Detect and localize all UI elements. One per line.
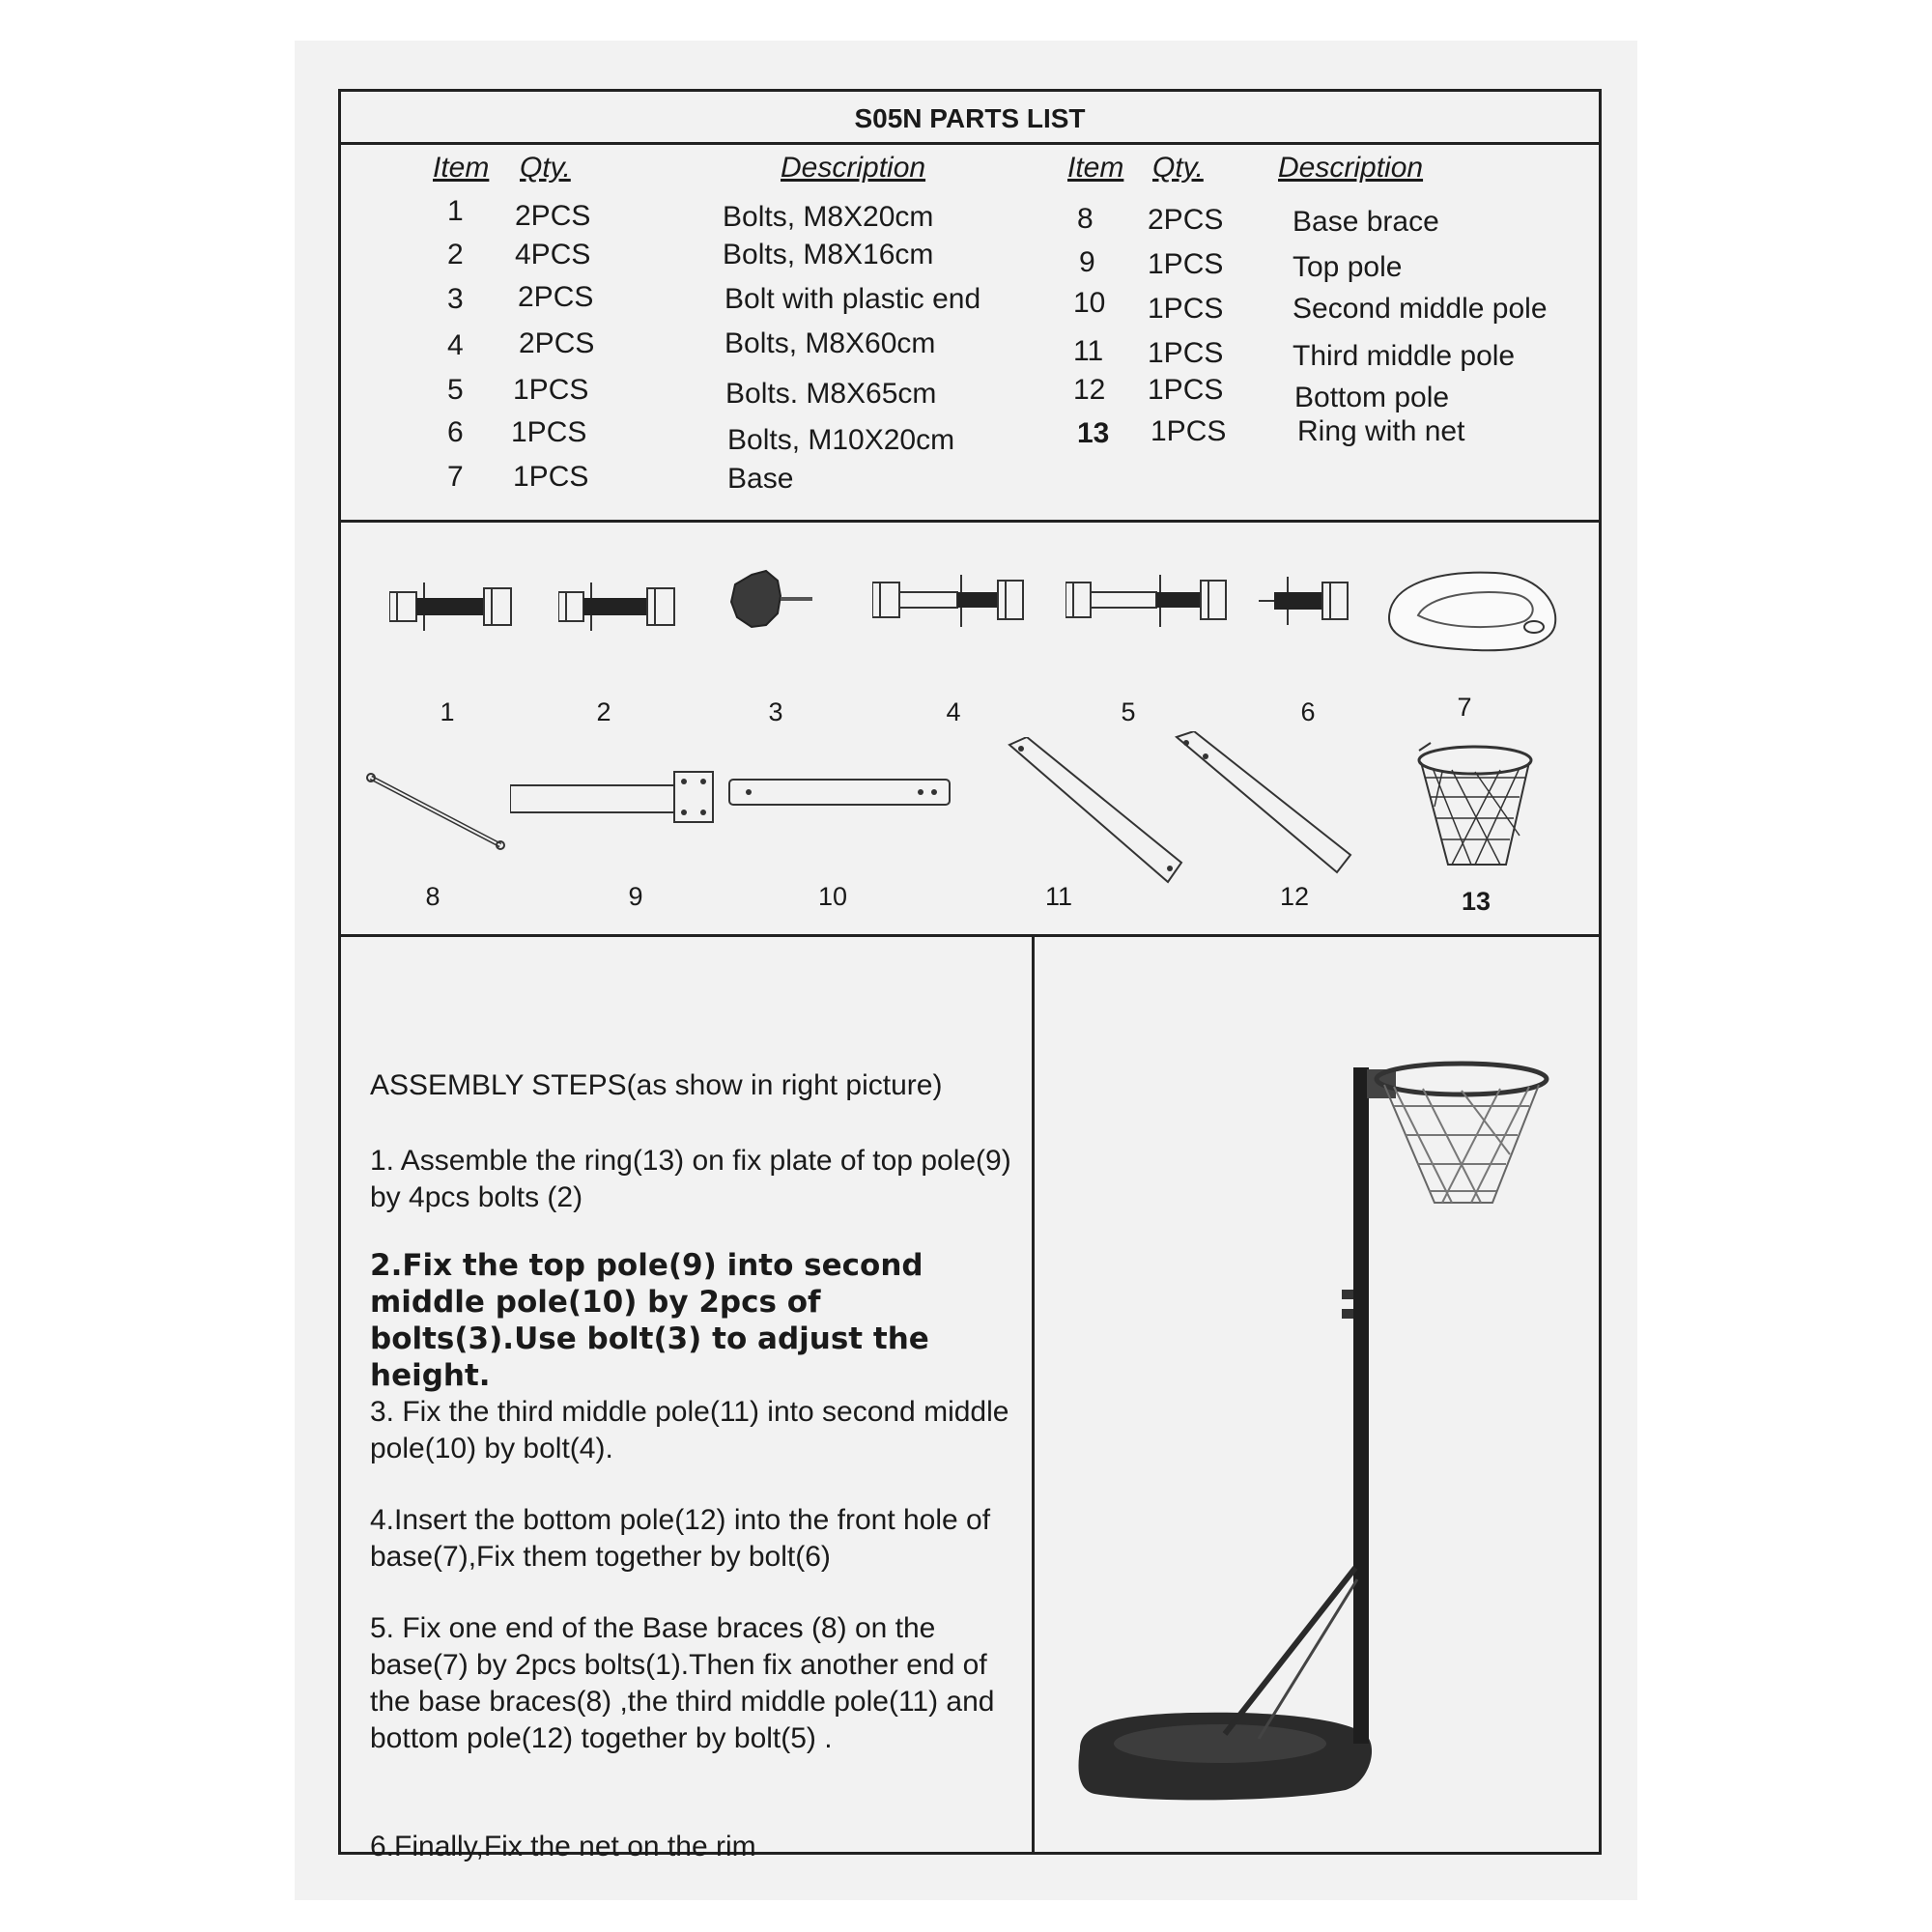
divider (341, 142, 1599, 145)
assembly-step: 1. Assemble the ring(13) on fix plate of top pole(9) by 4pcs bolts (2) (370, 1145, 1011, 1213)
base-illustration (1379, 565, 1563, 657)
part-item: 8 (1077, 203, 1094, 235)
bolt-m8x65-illustration (1065, 575, 1230, 628)
ring-with-net-illustration (1413, 739, 1539, 884)
divider (341, 520, 1599, 523)
part-description: Third middle pole (1293, 340, 1516, 372)
part-item: 12 (1073, 374, 1106, 406)
part-item: 9 (1079, 246, 1095, 278)
part-item: 13 (1077, 417, 1110, 449)
part-description: Bolts. M8X65cm (725, 378, 937, 410)
page-title: S05N PARTS LIST (854, 103, 1086, 133)
illustration-number: 6 (1300, 697, 1316, 726)
bolt-m8x60-illustration (872, 575, 1027, 628)
part-qty: 2PCS (518, 281, 594, 313)
assembly-step: 5. Fix one end of the Base braces (8) on the base(7) by 2pcs bolts(1).Then fix another end of the base braces(8) ,the third middle pole(11) and bottom pole(12) together by bolt(5) . (370, 1612, 995, 1754)
header-item-right: Item (1067, 152, 1124, 184)
illustration-number: 12 (1279, 882, 1310, 911)
illustration-number: 3 (768, 697, 783, 726)
part-qty: 2PCS (1148, 204, 1224, 236)
top-pole-illustration (510, 768, 723, 826)
assembly-step: 3. Fix the third middle pole(11) into second middle pole(10) by bolt(4). (370, 1396, 1009, 1464)
part-description: Second middle pole (1293, 293, 1548, 325)
part-item: 5 (447, 374, 464, 406)
illustration-number: 10 (817, 882, 848, 911)
part-description: Base (727, 463, 794, 495)
illustration-number: 5 (1121, 697, 1136, 726)
part-description: Top pole (1293, 251, 1403, 283)
assembly-step: 2.Fix the top pole(9) into second middle pole(10) by 2pcs of bolts(3).Use bolt(3) to adjust the height. (370, 1248, 929, 1393)
part-qty: 2PCS (519, 327, 595, 359)
header-qty-right: Qty. (1152, 152, 1204, 184)
part-item: 11 (1073, 335, 1104, 367)
bolt-m8x20-illustration (389, 582, 515, 631)
assembly-step: 4.Insert the bottom pole(12) into the front hole of base(7),Fix them together by bolt(6) (370, 1504, 991, 1573)
part-item: 4 (447, 329, 464, 361)
divider (1032, 937, 1035, 1855)
part-description: Bolts, M8X20cm (723, 201, 934, 233)
part-item: 3 (447, 283, 464, 315)
header-description-right: Description (1278, 152, 1424, 184)
part-description: Bolts, M8X16cm (723, 239, 934, 270)
part-qty: 1PCS (513, 461, 589, 493)
second-middle-pole-illustration (727, 774, 954, 812)
part-description: Ring with net (1297, 415, 1465, 447)
part-qty: 1PCS (1148, 248, 1224, 280)
illustration-number: 8 (425, 882, 440, 911)
part-item: 2 (447, 239, 464, 270)
illustration-number: 2 (596, 697, 611, 726)
part-qty: 1PCS (1151, 415, 1227, 447)
part-item: 6 (447, 416, 464, 448)
header-item-left: Item (433, 152, 490, 184)
bolt-m10x20-illustration (1259, 577, 1350, 625)
assembly-step: 6.Finally,Fix the net on the rim (370, 1831, 756, 1862)
illustration-number: 1 (440, 697, 455, 726)
part-description: Base brace (1293, 206, 1439, 238)
illustration-number: 7 (1457, 693, 1472, 722)
parts-list-frame (338, 89, 1602, 1862)
assembled-hoop-picture (1056, 961, 1577, 1850)
part-qty: 1PCS (511, 416, 587, 448)
illustration-number: 9 (628, 882, 643, 911)
bolt-m8x16-illustration (558, 582, 679, 631)
header-description-left: Description (781, 152, 926, 184)
part-qty: 1PCS (513, 374, 589, 406)
part-qty: 1PCS (1148, 293, 1224, 325)
part-description: Bolts, M8X60cm (724, 327, 936, 359)
part-item: 10 (1073, 287, 1106, 319)
part-qty: 1PCS (1148, 374, 1224, 406)
part-item: 1 (447, 195, 464, 227)
part-description: Bolt with plastic end (724, 283, 981, 315)
part-description: Bottom pole (1294, 382, 1450, 413)
bottom-pole-illustration (1167, 731, 1360, 886)
part-item: 7 (447, 461, 464, 493)
part-qty: 1PCS (1148, 337, 1224, 369)
illustration-number: 11 (1044, 882, 1073, 911)
part-qty: 4PCS (515, 239, 591, 270)
divider (341, 934, 1599, 937)
illustration-number: 4 (946, 697, 961, 726)
plastic-knob-bolt-illustration (727, 567, 814, 644)
part-description: Bolts, M10X20cm (727, 424, 955, 456)
illustration-number: 13 (1461, 887, 1492, 916)
base-brace-illustration (365, 768, 510, 855)
header-qty-left: Qty. (520, 152, 571, 184)
part-qty: 2PCS (515, 200, 591, 232)
assembly-steps-title: ASSEMBLY STEPS(as show in right picture) (370, 1069, 943, 1101)
third-middle-pole-illustration (998, 737, 1191, 892)
